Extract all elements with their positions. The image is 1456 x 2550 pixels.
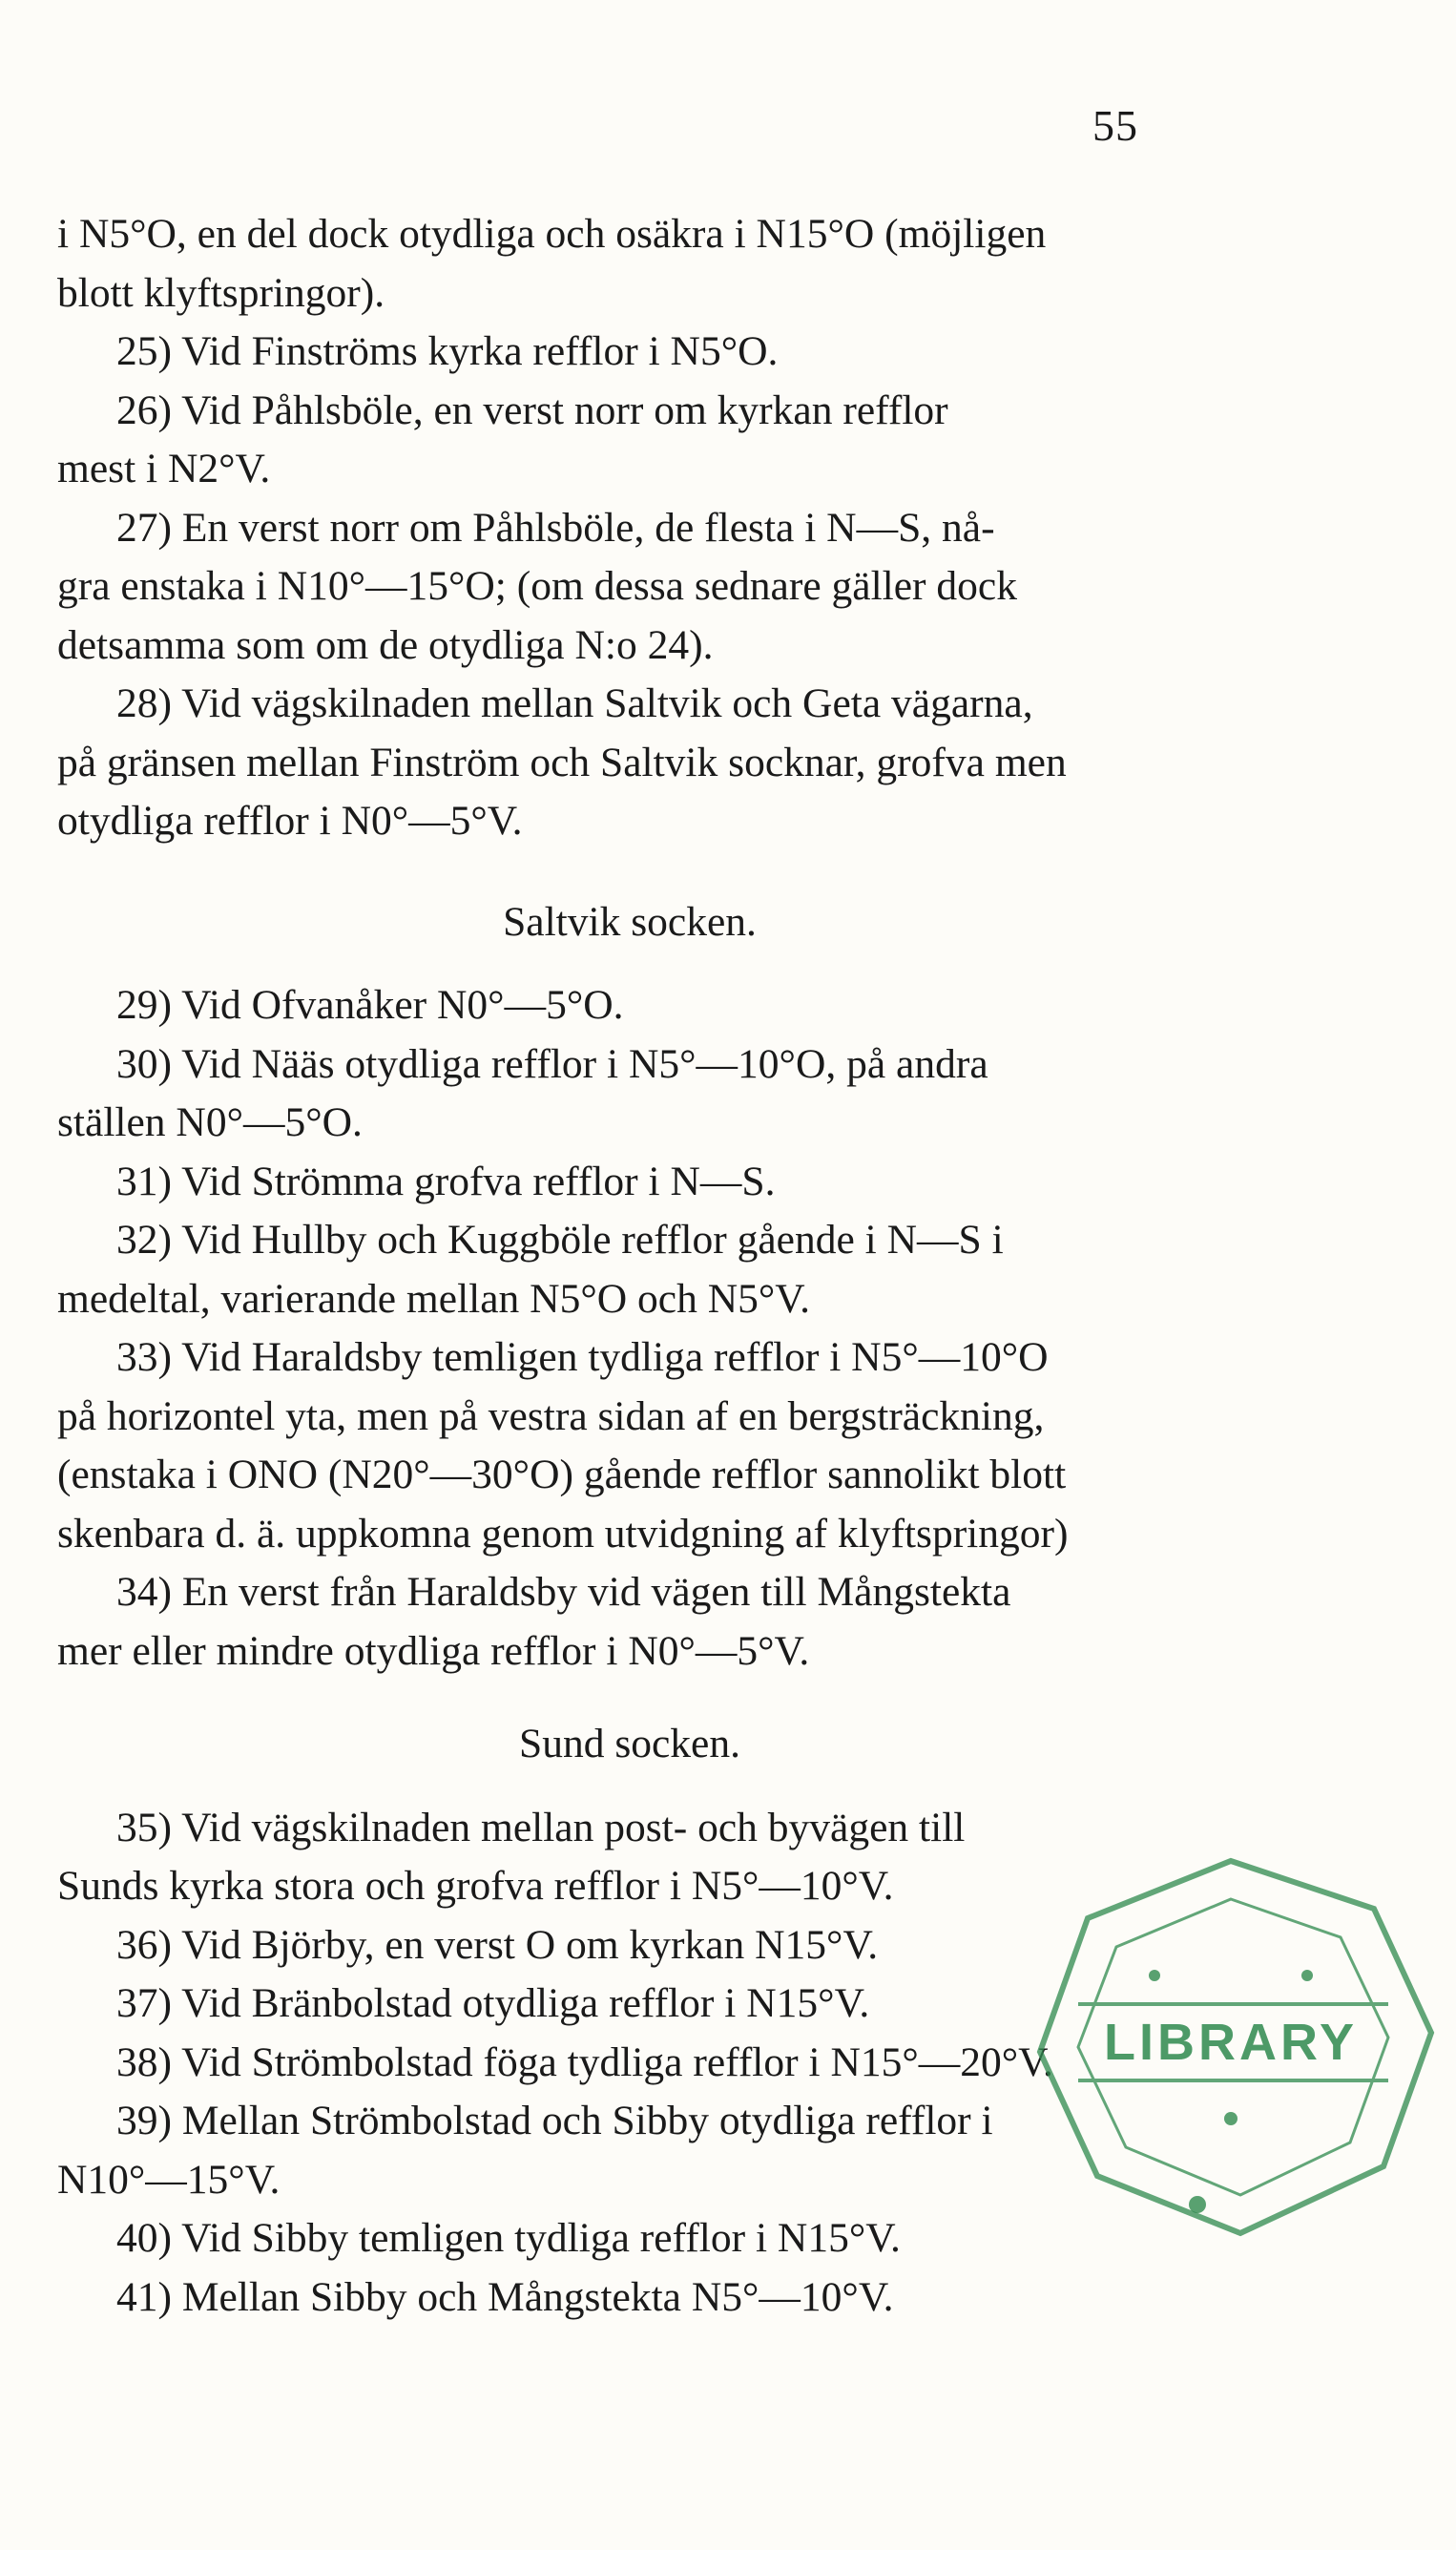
- entry-27: 27) En verst norr om Påhlsböle, de flesta i N—S, nå-: [116, 504, 995, 551]
- text-line: Sunds kyrka stora och grofva refflor i N5°—10°V.: [57, 1863, 894, 1909]
- entry-31: 31) Vid Strömma grofva refflor i N—S.: [116, 1158, 776, 1204]
- section-heading-sund: Sund socken.: [519, 1721, 740, 1766]
- text-line: på gränsen mellan Finström och Saltvik socknar, grofva men: [57, 739, 1067, 785]
- text-line: (enstaka i ONO (N20°—30°O) gående refflor sannolikt blott: [57, 1452, 1067, 1497]
- entry-37: 37) Vid Bränbolstad otydliga refflor i N15°V.: [116, 1980, 870, 2026]
- stamp-dot: [1224, 2112, 1238, 2125]
- section-heading-saltvik: Saltvik socken.: [503, 898, 757, 945]
- entry-39: 39) Mellan Strömbolstad och Sibby otydliga refflor i: [116, 2098, 993, 2143]
- entry-33: 33) Vid Haraldsby temligen tydliga refflor i N5°—10°O: [116, 1334, 1049, 1380]
- entry-29: 29) Vid Ofvanåker N0°—5°O.: [116, 982, 624, 1028]
- stamp-dot: [1301, 1970, 1313, 1981]
- entry-26: 26) Vid Påhlsböle, en verst norr om kyrkan refflor: [116, 387, 948, 433]
- entry-32: 32) Vid Hullby och Kuggböle refflor gående i N—S i: [116, 1217, 1004, 1263]
- text-line: skenbara d. ä. uppkomna genom utvidgning af klyftspringor): [57, 1510, 1069, 1557]
- entry-30: 30) Vid Nääs otydliga refflor i N5°—10°O, på andra: [116, 1040, 988, 1087]
- stamp-dot: [1149, 1970, 1160, 1981]
- text-line: detsamma som om de otydliga N:o 24).: [57, 621, 714, 668]
- library-stamp: [1011, 1842, 1450, 2252]
- entry-34: 34) En verst från Haraldsby vid vägen till Mångstekta: [116, 1569, 1011, 1615]
- text-line: medeltal, varierande mellan N5°O och N5°V.: [57, 1275, 810, 1322]
- text-line: gra enstaka i N10°—15°O; (om dessa sednare gäller dock: [57, 563, 1017, 609]
- text-line: mest i N2°V.: [57, 446, 271, 491]
- text-line: ställen N0°—5°O.: [57, 1099, 363, 1145]
- text-line: i N5°O, en del dock otydliga och osäkra i N15°O (möjligen: [57, 211, 1047, 257]
- page-number: 55: [1092, 101, 1138, 150]
- text-line: på horizontel yta, men på vestra sidan af en bergsträckning,: [57, 1392, 1045, 1439]
- text-line: N10°—15°V.: [57, 2156, 281, 2203]
- entry-38: 38) Vid Strömbolstad föga tydliga refflor i N15°—20°V.: [116, 2038, 1053, 2085]
- entry-25: 25) Vid Finströms kyrka refflor i N5°O.: [116, 328, 779, 374]
- text-line: mer eller mindre otydliga refflor i N0°—5°V.: [57, 1627, 810, 1674]
- text-line: blott klyftspringor).: [57, 269, 385, 316]
- stamp-text: LIBRARY: [1104, 2014, 1358, 2071]
- entry-36: 36) Vid Björby, en verst O om kyrkan N15°V.: [116, 1921, 879, 1968]
- entry-28: 28) Vid vägskilnaden mellan Saltvik och Geta vägarna,: [116, 680, 1033, 726]
- entry-35: 35) Vid vägskilnaden mellan post- och byvägen till: [116, 1804, 966, 1850]
- entry-40: 40) Vid Sibby temligen tydliga refflor i N15°V.: [116, 2215, 901, 2261]
- stamp-dot: [1189, 2196, 1206, 2213]
- entry-41: 41) Mellan Sibby och Mångstekta N5°—10°V.: [116, 2273, 894, 2320]
- text-line: otydliga refflor i N0°—5°V.: [57, 798, 523, 844]
